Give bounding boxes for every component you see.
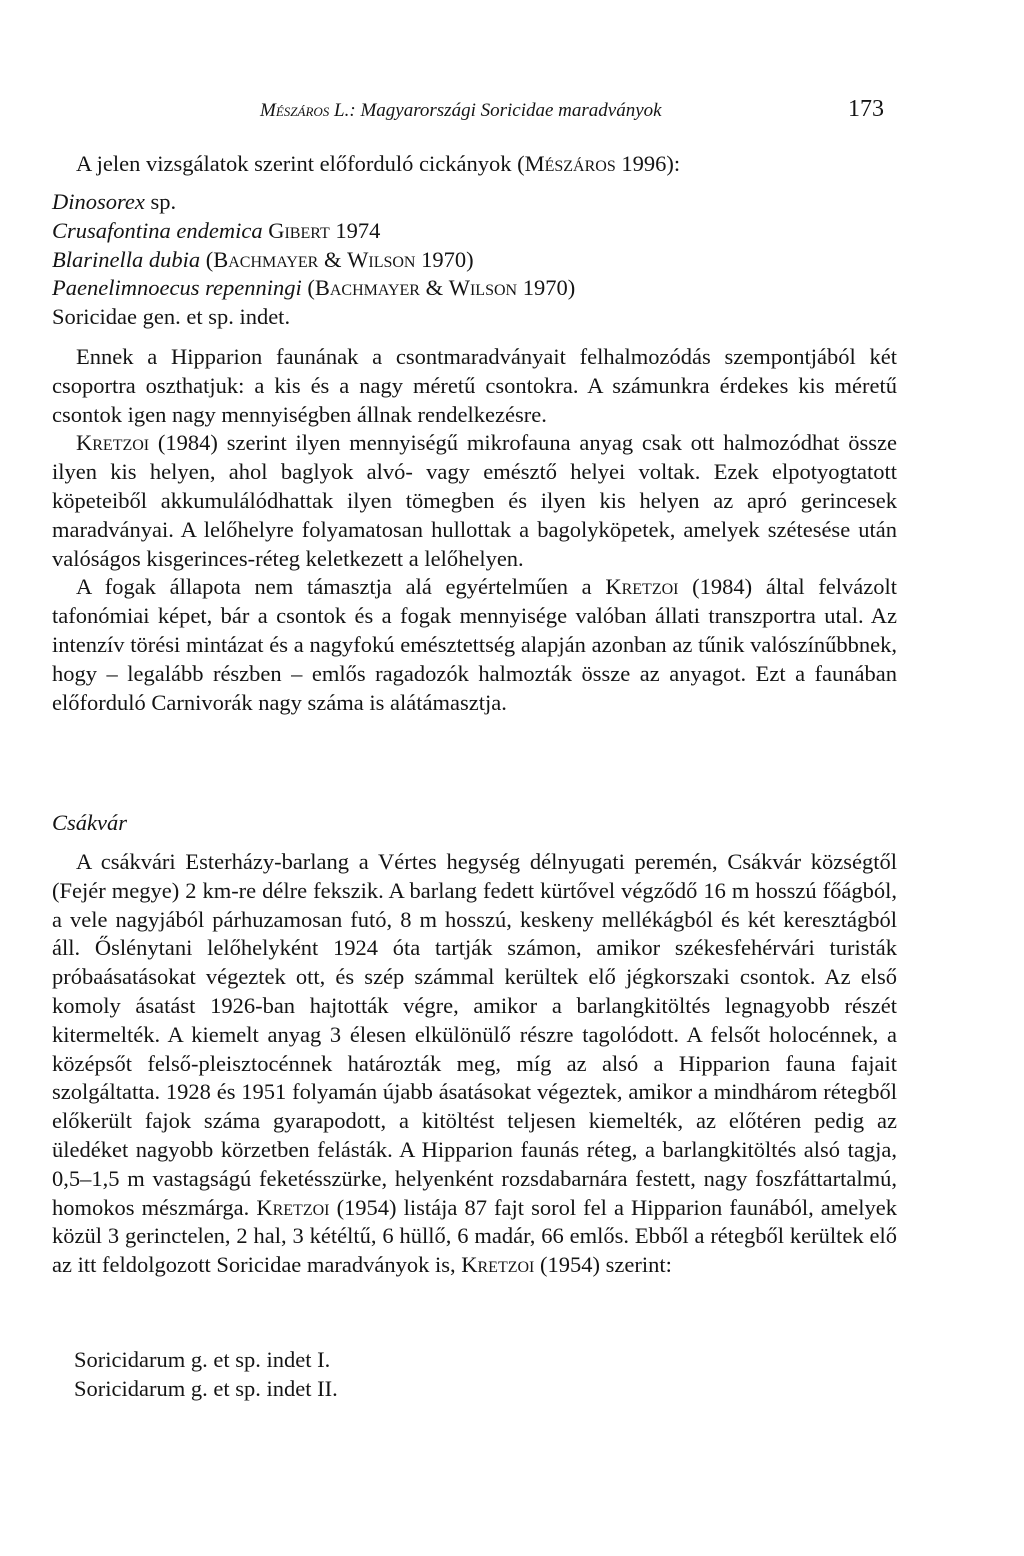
header-author-initial: L. <box>334 100 350 121</box>
section-heading: Csákvár <box>52 810 127 835</box>
species-item: Crusafontina endemica Gibert 1974 <box>52 217 381 243</box>
species-item: Blarinella dubia (Bachmayer & Wilson 1970) <box>52 246 474 272</box>
species-item: Dinosorex sp. <box>52 189 177 214</box>
intro-citation-author: Mészáros <box>524 151 616 176</box>
intro-citation-year: 1996): <box>615 151 681 176</box>
paragraph: A csákvári Esterházy-barlang a Vértes hegység délnyugati peremén, Csákvár községtől (Fejér megye) 2 km-re délre fekszik. A barlang fedett kürtővel végződő 16 m hosszú főágból, a vele nagyjából párhuzamosan futó, 8 m hosszú, keskeny mellékágból és két keresztágból áll. Őslénytani lelőhelyként 1924 óta tartják számon, amikor székesfehérvári turisták próbaásatásokat végeztek ott, és szép számmal kerültek elő jégkorszaki csontok. Az első komoly ásatást 1926-ban hajtották végre, amikor a barlangkitöltés legnagyobb részét kitermelték. A kiemelt anyag 3 élesen elkülönülő részre tagolódott. A felsőt holocénnek, a középsőt felső-pleisztocénnek határozták meg, míg az alsó a Hipparion fauna fajait szolgáltatta. 1928 és 1951 folyamán újabb ásatásokat végeztek, amikor a mindhárom rétegből előkerült fajok száma gyarapodott, a kitöltést teljesen kiemelték, az előtéren pedig az üledéket nagyobb körzetben felásták. A Hipparion faunás réteg, a barlangkitöltés alsó tagja, 0,5–1,5 m vastagságú feketésszürke, helyenként rozsdabarnára festett, nagy foszfáttartalmú, homokos mészmárga. Kretzoi (1954) listája 87 fajt sorol fel a Hipparion faunából, amelyek közül 3 gerinctelen, 2 hal, 3 kétéltű, 6 hüllő, 6 madár, 66 emlős. Ebből a rétegből kerültek elő az itt feldolgozott Soricidae maradványok is, Kretzoi (1954) szerint: <box>52 849 898 1278</box>
taxa-item: Soricidarum g. et sp. indet I. <box>74 1347 331 1372</box>
taxa-item: Soricidarum g. et sp. indet II. <box>74 1376 338 1401</box>
paragraph: Ennek a Hipparion faunának a csontmaradványait felhalmozódás szempontjából két csoportra oszthatjuk: a kis és a nagy méretű csontokra. A számunkra érdekes kis méretű csontok igen nagy mennyiségben állnak rendelkezésre. <box>52 344 897 427</box>
paragraph: Kretzoi (1984) szerint ilyen mennyiségű mikrofauna anyag csak ott halmozódhat össze ilyen kis helyen, ahol baglyok alvó- vagy emésztő helyei voltak. Ezek elpotyogtatott köpeteiből akkumulálódhattak ilyen tömegben és ilyen kis helyen az apró gerincesek maradványai. A lelőhelyre folyamatosan hullottak a bagolyköpetek, amelyek szétesése után valóságos kisgerinces-réteg keletkezett a lelőhelyen. <box>52 430 897 571</box>
running-head: Mészáros L.: Magyarországi Soricidae maradványok 173 <box>260 96 884 122</box>
header-author: Mészáros <box>260 100 330 121</box>
species-item: Paenelimnoecus repenningi (Bachmayer & Wilson 1970) <box>52 275 576 301</box>
page-number: 173 <box>848 96 884 122</box>
body-paragraphs-hipparion <box>52 343 897 717</box>
header-title: Magyarországi Soricidae maradványok <box>360 100 662 121</box>
intro-text: A jelen vizsgálatok szerint előforduló cickányok ( <box>76 151 525 176</box>
taxa-list <box>74 1345 338 1403</box>
body-paragraph-csakvar <box>52 848 897 1280</box>
species-list <box>52 188 897 332</box>
intro-paragraph <box>52 150 897 179</box>
species-item: Soricidae gen. et sp. indet. <box>52 304 291 330</box>
paragraph: A fogak állapota nem támasztja alá egyértelműen a Kretzoi (1984) által felvázolt tafonómiai képet, bár a csontok és a fogak mennyisége valóban állati transzportra utal. Az intenzív törési mintázat és a nagyfokú emésztettség alapján azonban az tűnik valószínűbbnek, hogy – legalább részben – emlős ragadozók halmozták össze az anyagot. Ezt a faunában előforduló Carnivorák nagy száma is alátámasztja. <box>52 574 897 715</box>
